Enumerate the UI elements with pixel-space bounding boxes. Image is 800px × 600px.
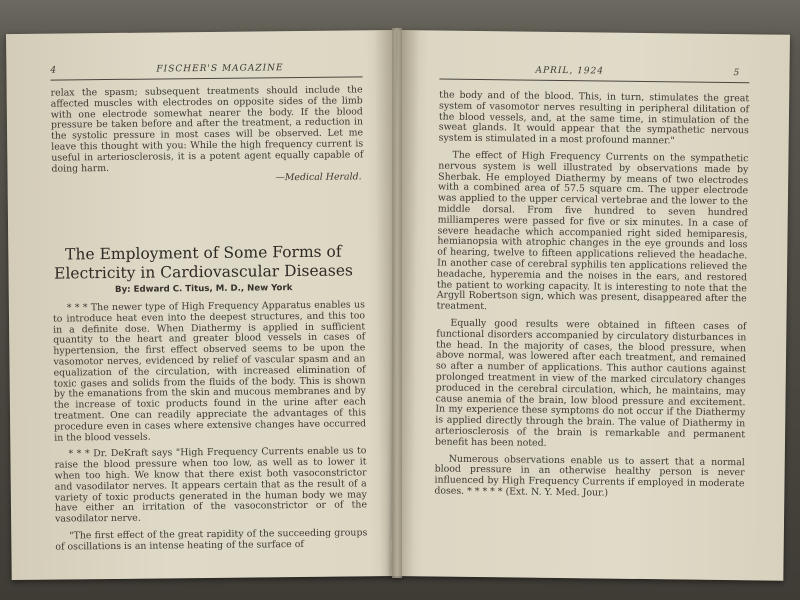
issue-date: APRIL, 1924: [535, 65, 605, 77]
article-body-right: [434, 91, 749, 501]
paragraph: Equally good results were obtained in fifteen cases of functional disorders accompanied by circulatory disturbances in the head. In the majority of cases, the blood pressure, when above normal, was lowered after each treatment, and remained so after a number of applications. This author cautions against prolonged treatment in view of the marked circulatory changes produced in the cerebral circulation, which, he maintains, may cause anemia of the brain, low blood pressure and excitement. In my experience these symptoms do not occur if the Diathermy is applied directly through the brain. The value of Diathermy in arteriosclerosis of the brain is remarkable and permanent benefit has been noted.: [434, 317, 747, 449]
article-title: The Employment of Some Forms of Electricity in Cardiovascular Diseases: [54, 242, 354, 283]
paragraph: The effect of High Frequency Currents on the sympathetic nervous system is well illustrated by observations made by Sherbak. He employed Diathermy by means of two electrodes with a combined area of 57.5 square cm. The upper electrode was applied to the upper cervical vertebrae and the lower to the middle dorsal. From five hundred to seven hundred milliamperes were passed for five or six minutes. In a case of severe headache which accompanied right sided hemiparesis, hemianopsia with atrophic changes in the eye grounds and loss of hearing, twelve to fifteen applications relieved the headache. In another case of cerebral syphilis ten applications relieved the headache, hyperemia and the noises in the ears, and restored the patient to working capacity. It is interesting to note that the Argyll Robertson sign, which was present, disappeared after the treatment.: [436, 149, 749, 313]
continued-source: —Medical Herald.: [275, 171, 362, 184]
paragraph: "The first effect of the great rapidity of the succeeding groups of oscillations is an intense heating of the surface of: [55, 527, 368, 553]
header-rule-right: [439, 79, 749, 84]
left-page: [6, 30, 402, 580]
paragraph: * * * Dr. DeKraft says "High Frequency Currents enable us to raise the blood pressure when too low, as well as to lower it when too high. We know that there exist both vasoconstrictor and vasodilator nerves. It appears certain that as the result of a variety of toxic products generated in the human body we may have either an irritation of the vasoconstrictor or of the vasodilator nerve.: [54, 445, 368, 525]
paragraph: * * * The newer type of High Frequency Apparatus enables us to introduce heat even into the deepest structures, and this too in a definite dose. When Diathermy is applied in sufficient quantity to the heart and greater blood vessels in cases of hypertension, the first effect observed seems to be upon the vasomotor nerves, evidenced by relief of vascular spasm and an equalization of the circulation, with increased elimination of toxic gases and solids from the fluids of the body. This is shown by the emanations from the skin and mucous membranes and by the increase of toxic products found in the urine after each treatment. One can readily appreciate the advantages of this procedure even in cases where extensive changes have occurred in the blood vessels.: [52, 299, 367, 444]
continued-text: relax the spasm; subsequent treatments should include the affected muscles with electrodes on opposite sides of the limb with one electrode somewhat nearer the body. If the blood pressure be taken before and after the treatment, a reduction in the systolic pressure in most cases will be observed. Let me leave this thought with you: While the high frequency current is useful in arteriosclerosis, it is a potent agent equally capable of doing harm.: [50, 84, 364, 175]
continued-article: [51, 85, 364, 186]
article-byline: By: Edward C. Titus, M. D., New York: [114, 283, 293, 295]
paragraph: the body and of the blood. This, in turn, stimulates the great system of vasomotor nerves resulting in peripheral dilitation of the blood vessels, and, at the same time, in stimulation of the sweat glands. It would appear that the sympathetic nervous system is stimulated in a most profound manner.": [438, 89, 750, 147]
binding-gutter: [392, 28, 402, 578]
page-number-left: 4: [50, 65, 58, 76]
paragraph: Numerous observations enable us to assert that a normal blood pressure in an otherwise healthy person is never influenced by High Frequency Currents if employed in moderate doses. * * * * * (Ext. N. Y. Med. Jour.): [434, 453, 745, 499]
page-number-right: 5: [733, 68, 741, 79]
header-rule-left: [51, 76, 363, 80]
article-body-left: [53, 300, 368, 553]
right-page: [391, 30, 790, 581]
magazine-name: FISCHER'S MAGAZINE: [156, 63, 284, 75]
